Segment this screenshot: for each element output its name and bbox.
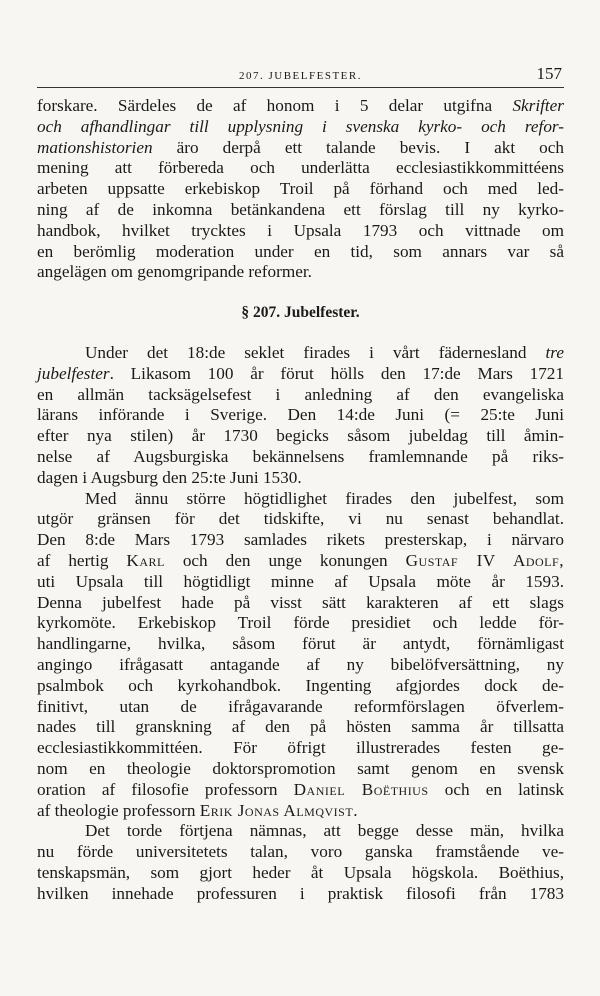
italic-term: jubelfester [37,363,110,383]
italic-term: tre [545,342,564,362]
text-line: handlingarne, hvilka, såsom förut är antydt, förnämligast [37,634,564,654]
text-line: Med ännu större högtidlighet firades den jubelfest, som [85,488,564,508]
text-line: hvilken innehade professuren i praktisk filosofi från 1783 [37,883,564,903]
text-line: Det torde förtjena nämnas, att begge desse män, hvilka [85,821,564,841]
text-line: lärans införande i Sverige. Den 14:de Juni (= 25:te Juni [37,405,564,425]
person-name: Daniel Boëthius [293,779,429,799]
text-line: angelägen om genomgripande reformer. [37,262,312,282]
paragraph-2 [37,343,564,489]
text-line: Den 8:de Mars 1793 samlades rikets presterskap, i närvaro [37,530,564,550]
italic-title: Skrifter [512,96,564,115]
person-name: Karl [126,550,165,570]
text-line: tenskapsmän, som gjort heder åt Upsala högskola. Boëthius, [37,862,564,882]
text-line: af theologie professorn Erik Jonas Almqvist. [37,800,358,820]
italic-title: mationshistorien [37,137,153,157]
body-text [37,96,564,904]
text-line: Under det 18:de seklet firades i vårt fädernesland tre [85,342,564,362]
person-name: Gustaf IV Adolf, [405,550,564,570]
text-line: uti Upsala till högtidligt minne af Upsala möte år 1593. [37,571,564,591]
text-line: nu förde universitetets talan, voro ganska framstående ve- [37,842,564,862]
text-line: nom en theologie doktorspromotion samt genom en svensk [37,758,564,778]
text-line: kyrkomöte. Erkebiskop Troil förde presidiet och ledde för- [37,613,564,633]
page-number: 157 [536,64,562,83]
text-line: utgör gränsen för det tidskifte, vi nu senast behandlat. [37,509,564,529]
paragraph-1 [37,96,564,283]
italic-title: och afhandlingar till upplysning i svenska kyrko- och refor- [37,116,564,136]
text-line: psalmbok och kyrkohandbok. Ingenting afgjordes dock de- [37,675,564,695]
text-line: mening att förbereda och underlätta ecclesiastikkommittéens [37,158,564,178]
paragraph-3 [37,489,564,822]
text-line: finitivt, utan de ifrågavarande reformförslagen öfverlem- [37,696,564,716]
text-line: Denna jubelfest hade på visst sätt karakteren af ett slags [37,592,564,612]
text-line: mationshistorien äro derpå ett talande bevis. I akt och [37,137,564,157]
text-line: nelse af Augsburgiska bekännelsens framlemnande på riks- [37,446,564,466]
running-head [37,62,564,84]
text-line: jubelfester. Likasom 100 år förut hölls den 17:de Mars 1721 [37,363,564,383]
text-line [37,117,564,138]
text-line: efter nya stilen) år 1730 begicks såsom jubeldag till åmin- [37,426,564,446]
text-line: dagen i Augsburg den 25:te Juni 1530. [37,467,302,487]
text-line: en allmän tacksägelsefest i anledning af den evangeliska [37,384,564,404]
text-line: ning af de inkomna betänkandena ett förslag till ny kyrko- [37,199,564,219]
text-line: arbeten uppsatte erkebiskop Troil på förhand och med led- [37,179,564,199]
text-line: af hertig Karl och den unge konungen Gustaf IV Adolf, [37,550,564,570]
text-line: nades till granskning af den på hösten samma år tillsatta [37,717,564,737]
running-head-title: 207. JUBELFESTER. [239,70,362,82]
header-rule [37,87,564,88]
text-line: ecclesiastikkommittéen. För öfrigt illustrerades festen ge- [37,738,564,758]
text-line: handbok, hvilket trycktes i Upsala 1793 och vittnade om [37,220,564,240]
person-name: Erik Jonas Almqvist [199,800,354,820]
paragraph-4 [37,821,564,904]
text-line: angingo ifrågasatt antagande af ny bibelöfversättning, ny [37,654,564,674]
text-line: en berömlig moderation under en tid, som annars var så [37,241,564,261]
section-heading: § 207. Jubelfester. [241,304,360,322]
text-line: oration af filosofie professorn Daniel Boëthius och en latinsk [37,779,564,799]
text-line: forskare. Särdeles de af honom i 5 delar utgifna Skrifter [37,96,564,115]
